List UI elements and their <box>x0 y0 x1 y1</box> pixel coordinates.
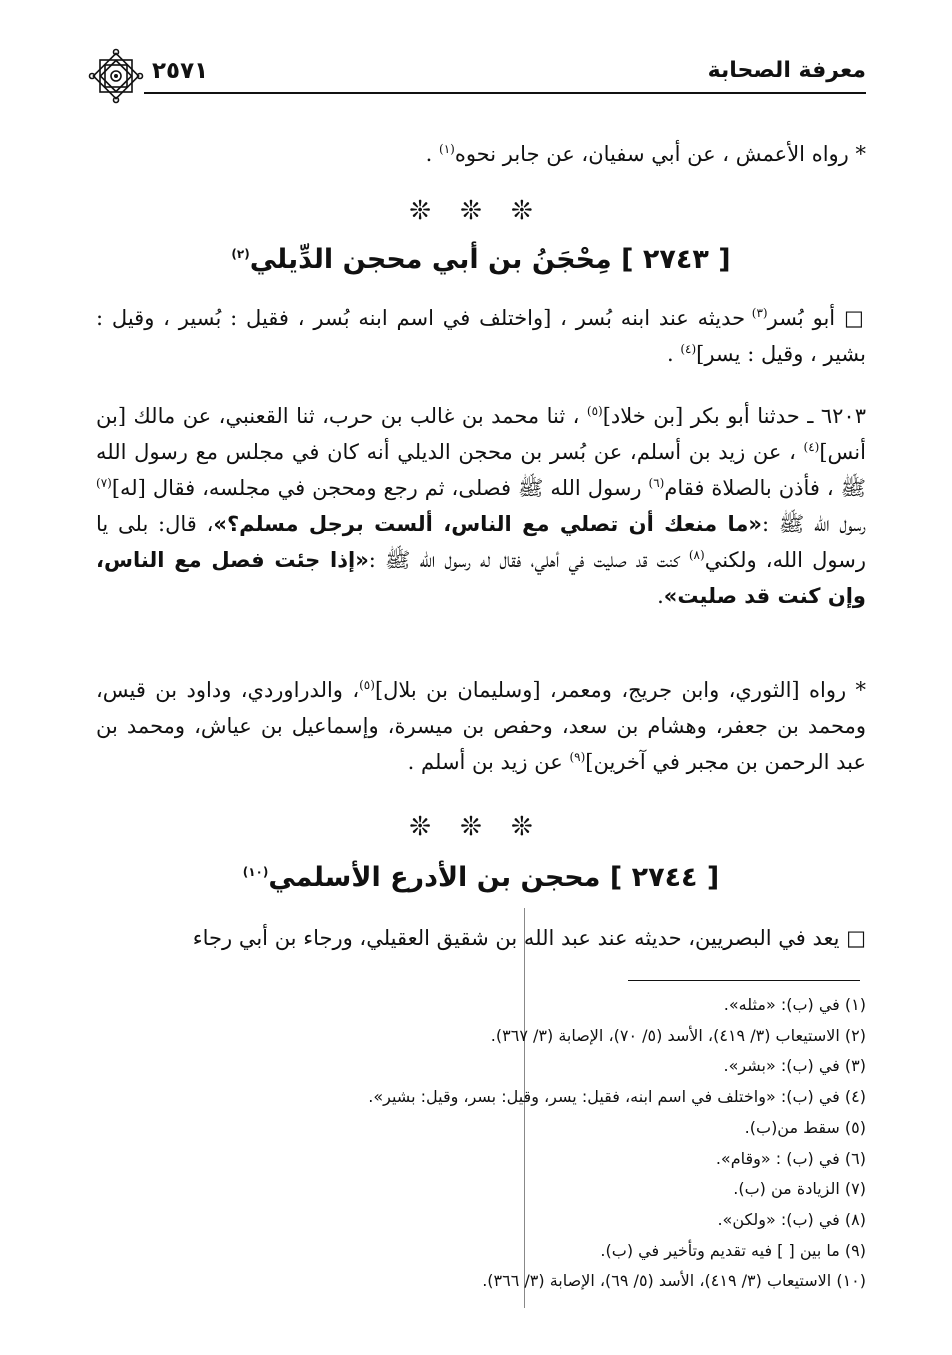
entry-intro-2744: □ يعد في البصريين، حديثه عند عبد الله بن شقيق العقيلي، ورجاء بن أبي رجاء <box>192 926 866 950</box>
entry-heading-2743: [ ٢٧٤٣ ] مِحْجَنُ بن أبي محجن الدِّيلي$^{(٢)}$ <box>231 244 731 275</box>
running-title: معرفة الصحابة <box>707 58 866 83</box>
hadith-6203: ٦٢٠٣ ـ حدثنا أبو بكر [بن خلاد]$^{(٥)}$ ، ثنا محمد بن غالب بن حرب، ثنا القعنبي، عن مالك [بن أنس]$^{(٤)}$ ، عن زيد بن أسلم، عن بُسر بن محجن الديلي أنه كان في مجلس مع رسول الله ﷺ ، فأذن بالصلاة فقام$^{(٦)}$ رسول الله ﷺ فصلى، ثم رجع ومحجن في مجلسه، فقال [له]$^{(٧)}$ رسول الله ﷺ :«ما منعك أن تصلي مع الناس، ألست برجل مسلم؟»، قال: بلى يا رسول الله، ولكني$^{(٨)}$ كنت قد صليت في أهلي، فقال له رسول الله ﷺ :«إذا جئت فصل مع الناس، وإن كنت قد صليت». <box>96 404 866 608</box>
page-header <box>88 56 866 100</box>
header-rule <box>144 92 866 94</box>
geometric-star-ornament-icon <box>88 48 144 104</box>
top-note: * رواه الأعمش ، عن أبي سفيان، عن جابر نحوه$^{(١)}$ . <box>425 142 866 166</box>
footnote-rule <box>628 980 860 981</box>
entry-heading-2744: [ ٢٧٤٤ ] محجن بن الأدرع الأسلمي$^{(١٠)}$ <box>242 862 720 893</box>
footnote: (٤) في (ب): «واختلف في اسم ابنه، فقيل: يسر، وقيل: بسر، وقيل: بشير». <box>368 1087 866 1107</box>
footnote: (٣) في (ب): «بشر». <box>723 1056 866 1076</box>
page-number: ٢٥٧١ <box>152 58 209 84</box>
footnote: (١٠) الاستيعاب (٣/ ٤١٩)، الأسد (٥/ ٦٩)، الإصابة (٣/ ٣٦٦). <box>482 1271 866 1291</box>
footnote: (٦) في (ب) : «وقام». <box>715 1148 866 1168</box>
entry-intro-2743: □ أبو بُسر$^{(٣)}$ حديثه عند ابنه بُسر ، [واختلف في اسم ابنه بُسر ، فقيل : بُسير ، وقيل : بشير ، وقيل : يسر]$^{(٤)}$ . <box>96 306 866 366</box>
footnote: (٩) ما بين [ ] فيه تقديم وتأخير في (ب). <box>600 1240 866 1260</box>
footnote: (٥) سقط من(ب). <box>744 1117 866 1137</box>
separator-stars: ❊ ❊ ❊ <box>409 812 543 842</box>
footnote: (١) في (ب): «مثله». <box>723 995 866 1014</box>
riwaya-note: * رواه [الثوري، وابن جريج، ومعمر، [وسليمان بن بلال]$^{(٥)}$، والدراوردي، وداود بن قيس، ومحمد بن جعفر، وهشام بن سعد، وحفص بن ميسرة، وإسماعيل بن عياش، ومحمد بن عبد الرحمن بن مجبر في آخرين]$^{(٩)}$ عن زيد بن أسلم . <box>96 678 866 774</box>
prophetic-saying: «إذا جئت فصل مع الناس، وإن كنت قد صليت» <box>96 548 866 608</box>
separator-stars: ❊ ❊ ❊ <box>409 196 543 226</box>
footnote: (٨) في (ب): «ولكن». <box>717 1209 866 1229</box>
footnote: (٧) الزيادة من (ب). <box>733 1179 866 1199</box>
prophetic-saying: «ما منعك أن تصلي مع الناس، ألست برجل مسلم؟» <box>213 512 762 536</box>
footnotes <box>96 990 866 1297</box>
footnote: (٢) الاستيعاب (٣/ ٤١٩)، الأسد (٥/ ٧٠)، الإصابة (٣/ ٣٦٧). <box>490 1025 866 1045</box>
